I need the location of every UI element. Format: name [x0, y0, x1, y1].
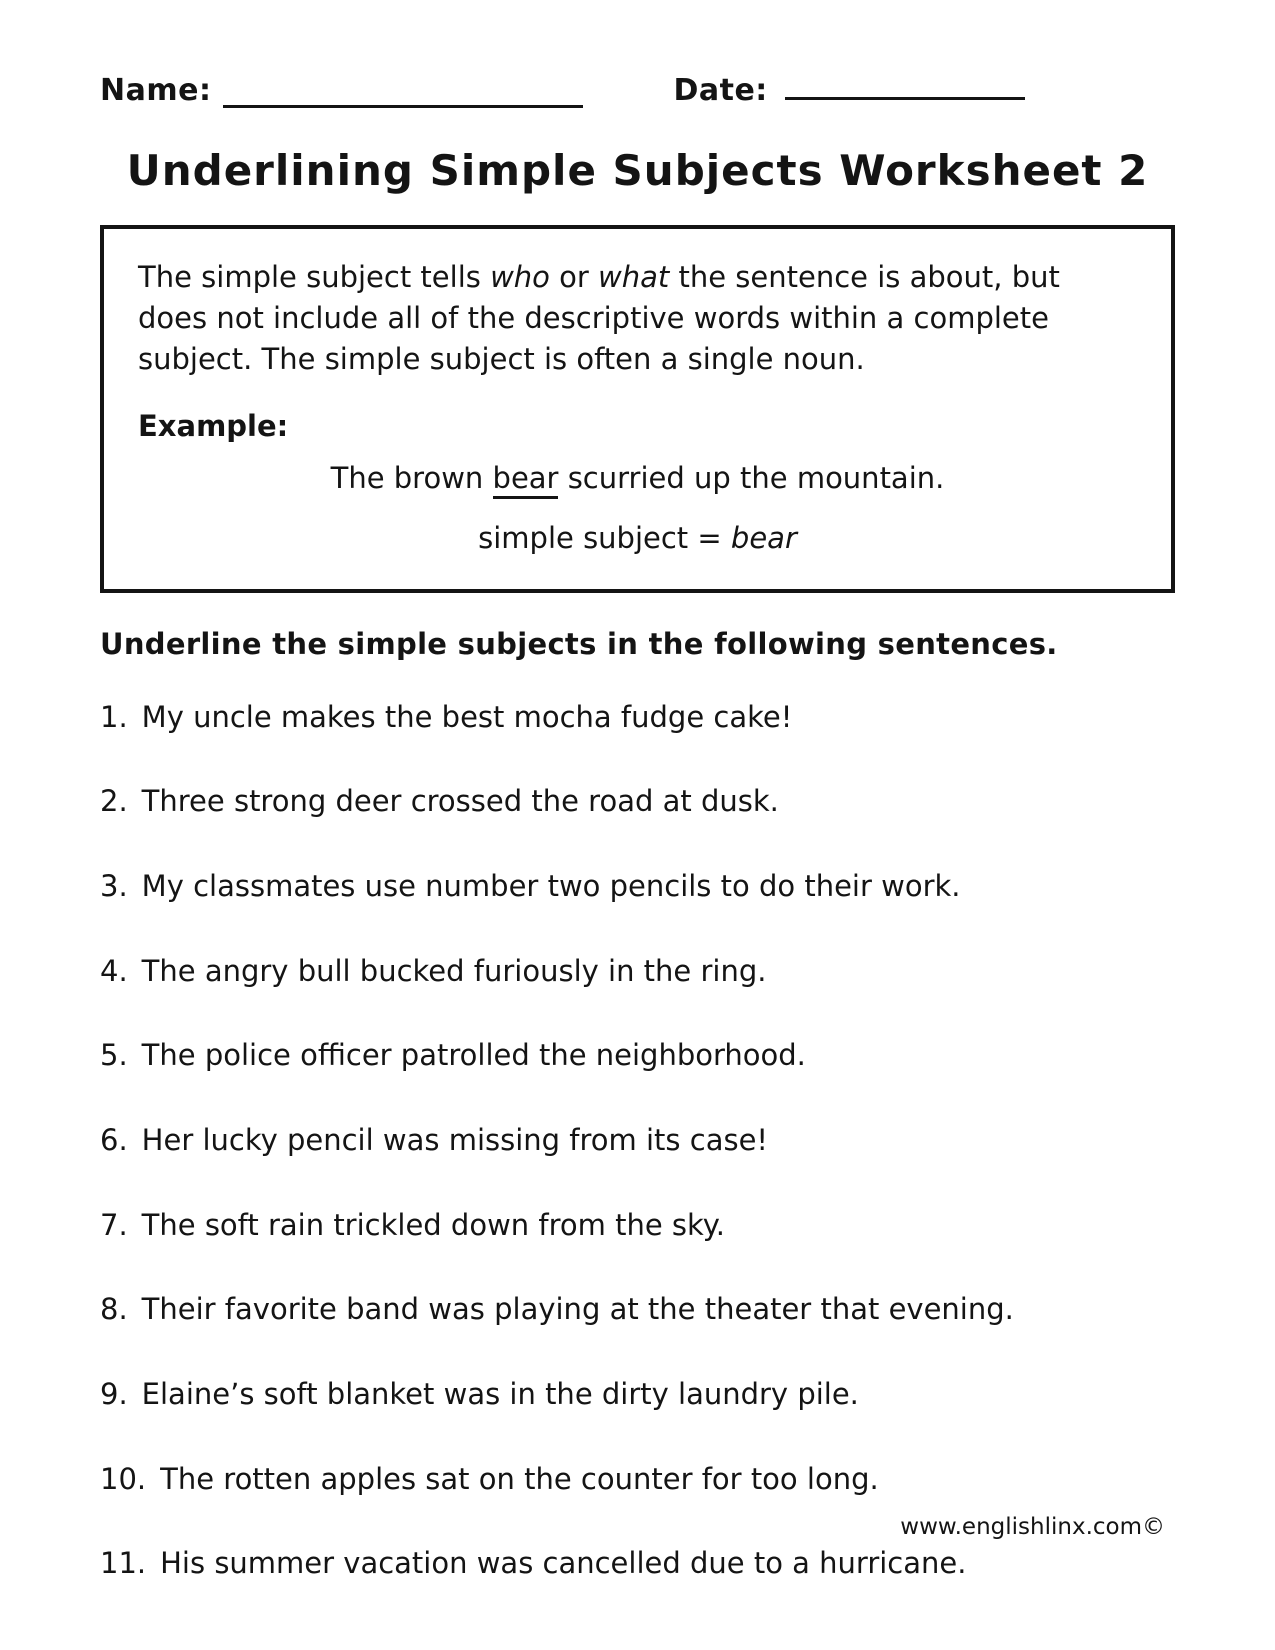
name-blank-line[interactable] — [223, 78, 583, 108]
date-label: Date: — [673, 73, 768, 108]
sentence-number: 2. — [100, 784, 128, 819]
definition-text-3: the sentence is about, but does not include all of the descriptive words within a complete subject. The simple subject is often a single noun. — [138, 260, 1060, 377]
example-answer-word: bear — [730, 520, 797, 555]
definition-text-2: or — [549, 260, 599, 294]
sentence-text: His summer vacation was cancelled due to a hurricane. — [160, 1546, 967, 1581]
sentence-item-6 — [100, 1122, 1175, 1160]
instruction-text: Underline the simple subjects in the following sentences. — [100, 626, 1058, 661]
sentence-text: My classmates use number two pencils to do their work. — [141, 868, 961, 903]
example-answer-label: simple subject = — [478, 520, 731, 555]
sentence-item-5 — [100, 1037, 1175, 1075]
sentence-text: The soft rain trickled down from the sky. — [141, 1207, 726, 1242]
sentence-number: 11. — [100, 1546, 147, 1581]
sentence-number: 6. — [100, 1122, 128, 1157]
sentence-item-8 — [100, 1291, 1175, 1329]
definition-italic-who: who — [490, 260, 550, 294]
example-label: Example: — [138, 408, 289, 443]
name-label: Name: — [100, 73, 212, 108]
example-sentence-post: scurried up the mountain. — [558, 460, 945, 495]
example-answer — [138, 521, 1137, 555]
sentence-number: 10. — [100, 1461, 147, 1496]
sentence-number: 8. — [100, 1292, 128, 1327]
footer-site-credit: www.englishlinx.com© — [900, 1514, 1165, 1540]
sentence-number: 5. — [100, 1038, 128, 1073]
sentence-item-1 — [100, 699, 1175, 737]
sentence-number: 9. — [100, 1377, 128, 1412]
sentence-text: The angry bull bucked furiously in the ring. — [141, 953, 767, 988]
page-title: Underlining Simple Subjects Worksheet 2 — [126, 146, 1149, 195]
definition-text-1: The simple subject tells — [138, 260, 491, 294]
sentence-text: Her lucky pencil was missing from its case! — [141, 1122, 769, 1157]
sentence-number: 7. — [100, 1207, 128, 1242]
sentence-number: 4. — [100, 953, 128, 988]
sentence-number: 3. — [100, 868, 128, 903]
sentence-list — [100, 699, 1175, 1584]
sentence-item-2 — [100, 783, 1175, 821]
sentence-text: Elaine’s soft blanket was in the dirty laundry pile. — [141, 1377, 859, 1412]
sentence-item-4 — [100, 953, 1175, 991]
sentence-item-9 — [100, 1376, 1175, 1414]
sentence-text: My uncle makes the best mocha fudge cake! — [141, 699, 793, 734]
example-underlined-subject: bear — [493, 461, 559, 499]
sentence-item-3 — [100, 868, 1175, 906]
sentence-text: The rotten apples sat on the counter for too long. — [160, 1461, 879, 1496]
example-sentence — [138, 461, 1137, 495]
definition-paragraph — [138, 257, 1137, 381]
definition-italic-what: what — [598, 260, 670, 294]
sentence-text: Three strong deer crossed the road at dusk. — [141, 784, 779, 819]
sentence-item-11 — [100, 1545, 1175, 1583]
date-group — [673, 70, 1024, 108]
header-row — [100, 70, 1175, 108]
sentence-text: Their favorite band was playing at the theater that evening. — [141, 1292, 1014, 1327]
sentence-text: The police officer patrolled the neighborhood. — [141, 1038, 806, 1073]
sentence-item-10 — [100, 1461, 1175, 1499]
example-sentence-pre: The brown — [330, 460, 493, 495]
sentence-item-7 — [100, 1207, 1175, 1245]
sentence-number: 1. — [100, 699, 128, 734]
definition-box — [100, 225, 1175, 593]
date-blank-line[interactable] — [785, 70, 1025, 100]
